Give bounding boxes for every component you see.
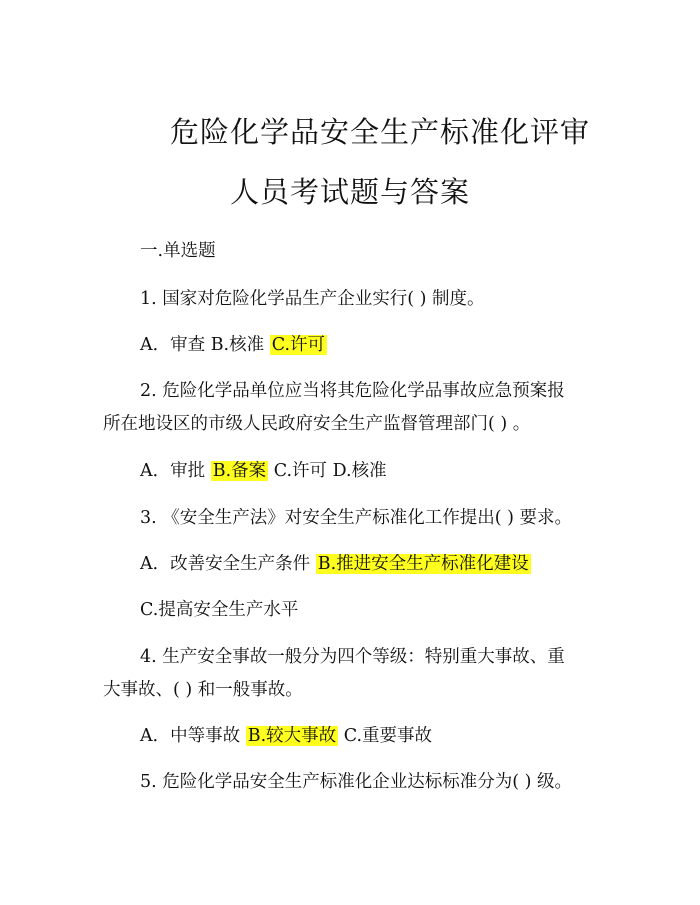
question-4-options	[140, 723, 432, 749]
q3-option-a: A．改善安全生产条件	[140, 554, 316, 574]
question-3-options	[140, 551, 531, 577]
question-2-stem-line-2: 所在地设区的市级人民政府安全生产监督管理部门( ) 。	[103, 414, 531, 434]
question-1-options	[140, 332, 327, 358]
question-4-stem-line-1: 4. 生产安全事故一般分为四个等级：特别重大事故、重	[140, 647, 565, 667]
doc-title-line-2: 人员考试题与答案	[230, 175, 471, 209]
q1-answer-highlight: C.许可	[271, 335, 326, 355]
question-1-stem: 1. 国家对危险化学品生产企业实行( ) 制度。	[140, 289, 485, 309]
question-4-stem-line-2: 大事故、( ) 和一般事故。	[103, 680, 303, 700]
section-heading: 一.单选题	[140, 241, 216, 261]
q3-answer-highlight: B.推进安全生产标准化建设	[317, 554, 529, 574]
q2-option-a: A．审批	[140, 461, 211, 481]
question-5-stem: 5. 危险化学品安全生产标准化企业达标标准分为( ) 级。	[140, 772, 573, 792]
q4-answer-highlight: B.较大事故	[247, 726, 337, 746]
q4-option-a: A．中等事故	[140, 726, 246, 746]
question-2-stem-line-1: 2. 危险化学品单位应当将其危险化学品事故应急预案报	[140, 381, 565, 401]
q4-option-c: C.重要事故	[338, 726, 433, 746]
q1-option-a-b: A．审查 B.核准	[140, 335, 270, 355]
question-3-option-c: C.提高安全生产水平	[140, 600, 299, 620]
q2-option-c-d: C.许可 D.核准	[268, 461, 387, 481]
question-2-options	[140, 458, 387, 484]
doc-title-line-1: 危险化学品安全生产标准化评审	[170, 115, 591, 149]
q2-answer-highlight: B.备案	[212, 461, 267, 481]
question-3-stem: 3. 《安全生产法》对安全生产标准化工作提出( ) 要求。	[140, 508, 573, 528]
